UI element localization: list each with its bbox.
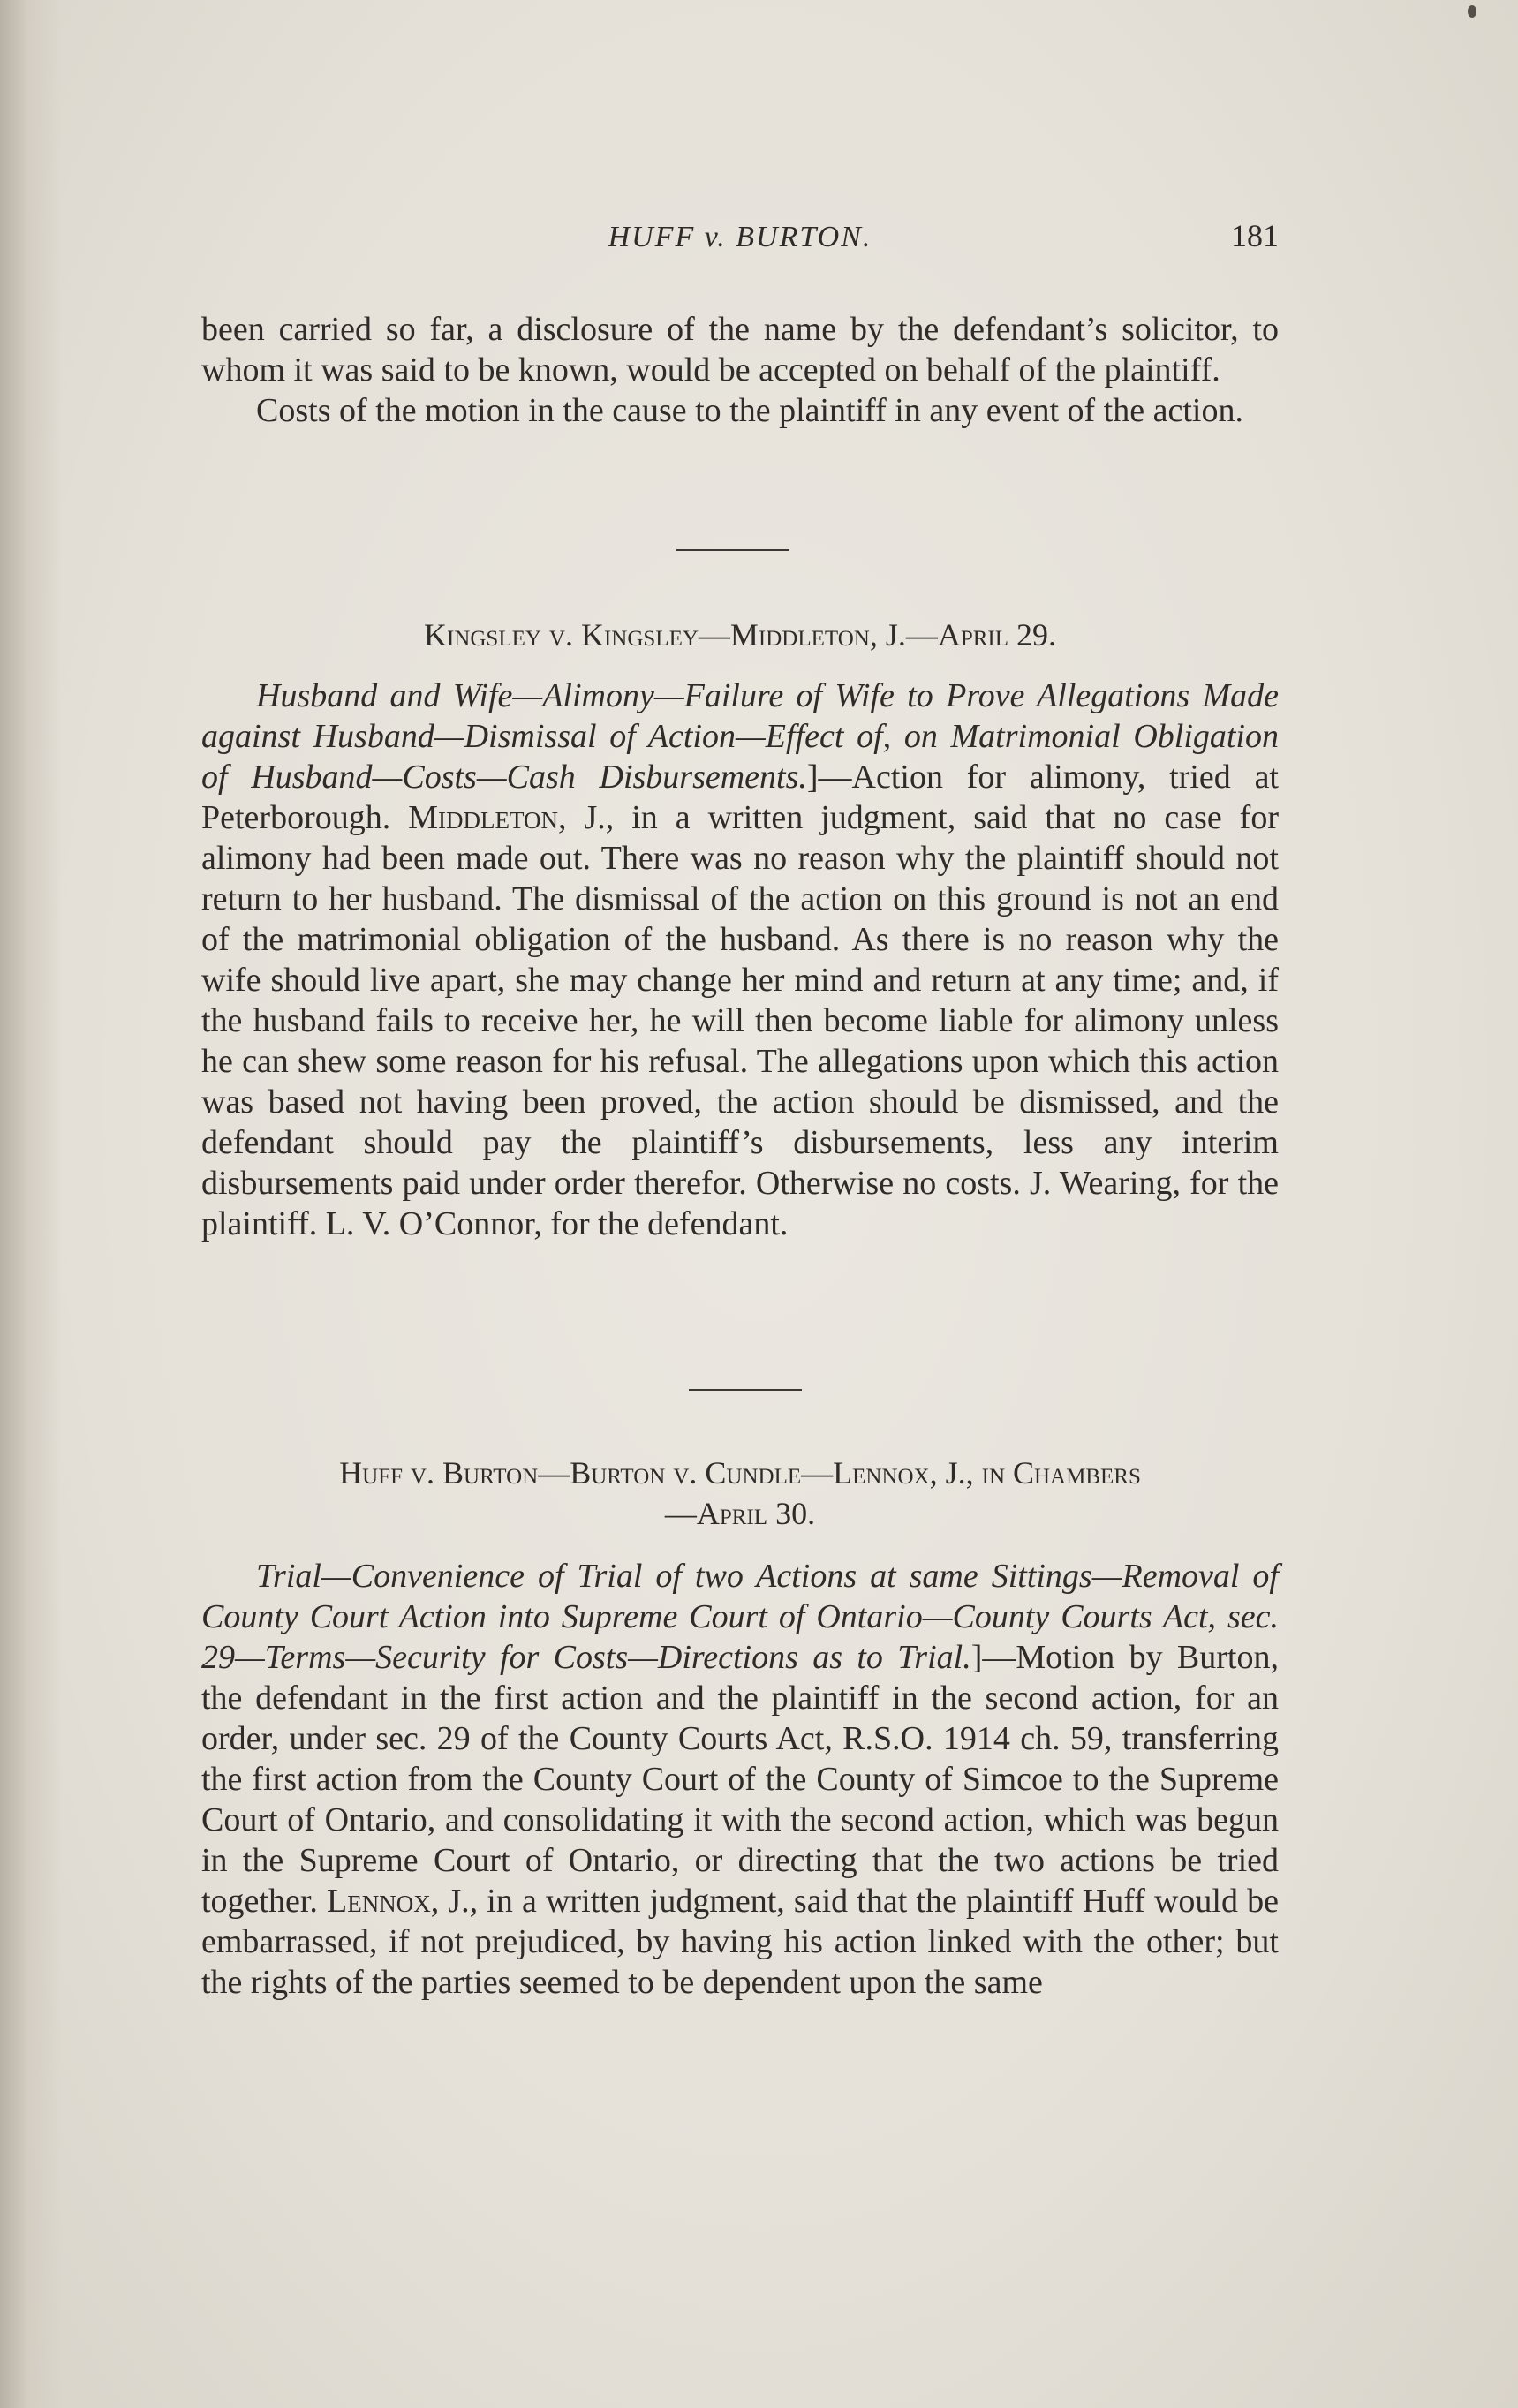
spine-shadow bbox=[0, 0, 62, 2408]
costs-paragraph: Costs of the motion in the cause to the plaintiff in any event of the action. bbox=[256, 392, 1243, 429]
case-text-kingsley-b: , in a written judgment, said that no case for alimony had been made out. There was no reason why the plaintiff should not return to her husband. The dismissal of the action on this ground is not an end of the matrimonial obligation of the husband. As there is no reason why the wife should live apart, she may change her mind and return at any time; and, if the husband fails to receive her, he will then become liable for alimony unless he can shew some reason for his refusal. The allegations upon which this action was based not having been proved, the action should be dismissed, and the defendant should pay the plaintiff’s disbursements, less any interim disbursements paid under order therefor. Otherwise no costs. J. Wearing, for the plaintiff. L. V. O’Connor, for the defendant. bbox=[201, 799, 1279, 1242]
case-text-huff-a: ]—Motion by Burton, the defendant in the first action and the plaintiff in the second action, for an order, under sec. 29 of the County Courts Act, R.S.O. 1914 ch. 59, transferring the first action from the County Court of the County of Simcoe to the Supreme Court of Ontario, and consolidating it with the second action, which was begun in the Supreme Court of Ontario, or directing that the two actions be tried together. bbox=[201, 1639, 1279, 1920]
section-divider bbox=[689, 1389, 802, 1391]
case-body-huff bbox=[201, 1556, 1279, 2003]
case-text-huff-b: , in a written judgment, said that the plaintiff Huff would be embarrassed, if not prejudiced, by having his action linked with the other; but the rights of the parties seemed to be dependent upon the same bbox=[201, 1883, 1279, 2001]
ink-speck bbox=[1468, 5, 1476, 18]
running-title: HUFF v. BURTON. bbox=[608, 221, 872, 253]
case-title-kingsley: Kingsley v. Kingsley—Middleton, J.—April 29. bbox=[423, 617, 1056, 653]
page-number: 181 bbox=[1231, 218, 1279, 253]
running-head bbox=[201, 218, 1279, 274]
headnote-kingsley: Husband and Wife—Alimony—Failure of Wife to Prove Allegations Made against Husband—Dismissal of Action—Effect of, on Matrimonial Obligation of Husband—Costs—Cash Disbursements. bbox=[201, 677, 1279, 796]
headnote-huff: Trial—Convenience of Trial of two Actions at same Sittings—Removal of County Court Action into Supreme Court of Ontario—County Courts Act, sec. 29—Terms—Security for Costs—Directions as to Trial. bbox=[201, 1558, 1279, 1676]
case-paragraph-kingsley bbox=[201, 676, 1279, 1244]
case-title-huff-line2: —April 30. bbox=[664, 1496, 816, 1531]
case-title-huff-line1: Huff v. Burton—Burton v. Cundle—Lennox, J., in Chambers bbox=[339, 1455, 1141, 1491]
continuation-text bbox=[201, 309, 1279, 431]
section-divider bbox=[676, 549, 789, 551]
judge-name-lennox: Lennox, J. bbox=[327, 1883, 470, 1920]
case-text-kingsley-a: ]—Action for alimony, tried at Peterborough. bbox=[201, 759, 1279, 836]
case-paragraph-huff bbox=[201, 1556, 1279, 2003]
judge-name-middleton: Middleton, J. bbox=[408, 799, 606, 836]
case-body-kingsley bbox=[201, 676, 1279, 1244]
continuation-paragraph: been carried so far, a disclosure of the name by the defendant’s solicitor, to whom it was said to be known, would be accepted on behalf of the plaintiff. bbox=[201, 311, 1279, 389]
